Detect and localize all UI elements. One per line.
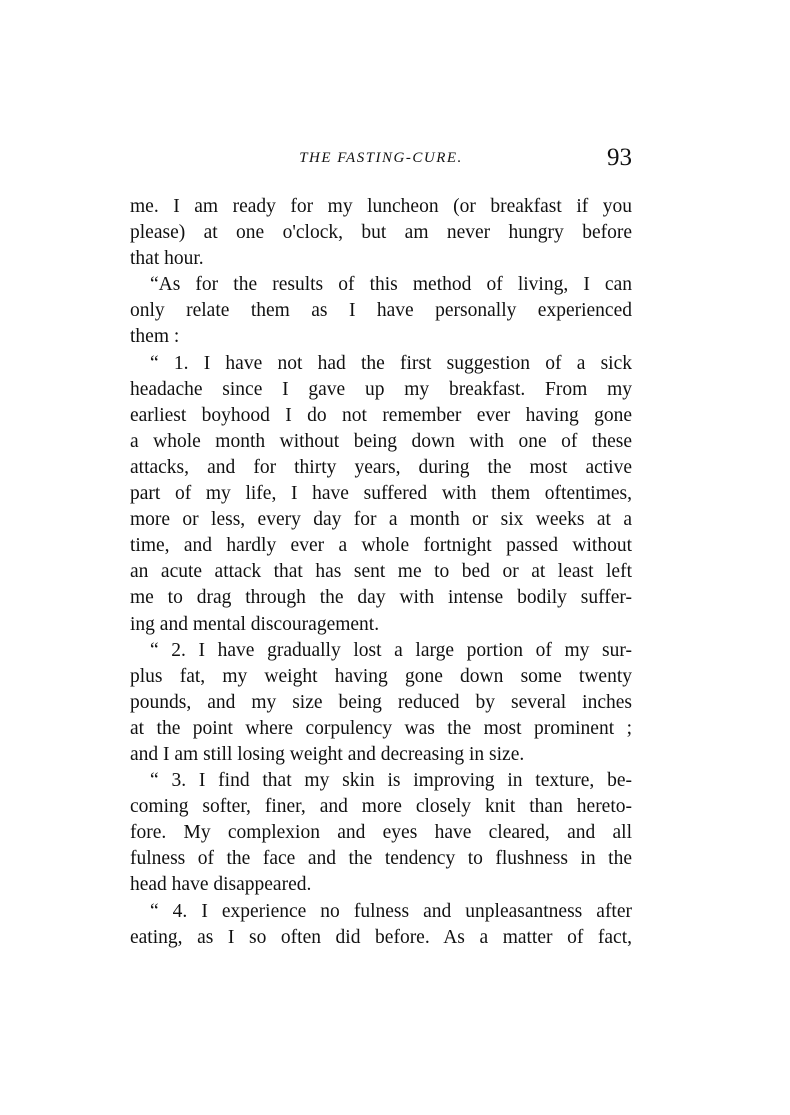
- text-line: part of my life, I have suffered with them oftentimes,: [130, 483, 632, 505]
- text-line: earliest boyhood I do not remember ever having gone: [130, 404, 632, 426]
- running-head: [130, 144, 632, 180]
- paragraph-start-line: “ 1. I have not had the first suggestion of a sick: [150, 352, 632, 374]
- text-line: that hour.: [130, 248, 204, 270]
- body-text: [130, 194, 632, 951]
- text-line: me. I am ready for my luncheon (or breakfast if you: [130, 196, 632, 217]
- page-number: 93: [607, 144, 632, 171]
- text-line: plus fat, my weight having gone down some twenty: [130, 665, 632, 687]
- text-line: attacks, and for thirty years, during the most active: [130, 456, 632, 478]
- text-line: fulness of the face and the tendency to flushness in the: [130, 848, 632, 870]
- text-line: headache since I gave up my breakfast. From my: [130, 378, 632, 400]
- paragraph-start-line: “As for the results of this method of living, I can: [150, 274, 632, 296]
- running-title: THE FASTING-CURE.: [299, 150, 463, 166]
- text-line: more or less, every day for a month or six weeks at a: [130, 509, 632, 531]
- paragraph-start-line: “ 3. I find that my skin is improving in texture, be-: [150, 770, 632, 792]
- text-line: pounds, and my size being reduced by several inches: [130, 691, 632, 713]
- text-line: them :: [130, 326, 180, 348]
- text-line: head have disappeared.: [130, 874, 312, 896]
- text-line: fore. My complexion and eyes have cleared, and all: [130, 822, 632, 844]
- text-line: me to drag through the day with intense bodily suffer-: [130, 587, 632, 609]
- text-line: please) at one o'clock, but am never hungry before: [130, 222, 632, 244]
- paragraph-start-line: “ 2. I have gradually lost a large portion of my sur-: [150, 639, 632, 661]
- paragraph-start-line: “ 4. I experience no fulness and unpleasantness after: [150, 900, 632, 922]
- text-line: an acute attack that has sent me to bed or at least left: [130, 561, 632, 583]
- text-line: coming softer, finer, and more closely knit than hereto-: [130, 796, 632, 818]
- text-line: ing and mental discouragement.: [130, 613, 380, 635]
- text-line: and I am still losing weight and decreasing in size.: [130, 743, 525, 765]
- text-line: only relate them as I have personally experienced: [130, 300, 632, 322]
- text-line: time, and hardly ever a whole fortnight passed without: [130, 535, 632, 557]
- text-line: a whole month without being down with one of these: [130, 430, 632, 452]
- text-line: at the point where corpulency was the most prominent ;: [130, 717, 632, 739]
- text-line: eating, as I so often did before. As a matter of fact,: [130, 926, 632, 948]
